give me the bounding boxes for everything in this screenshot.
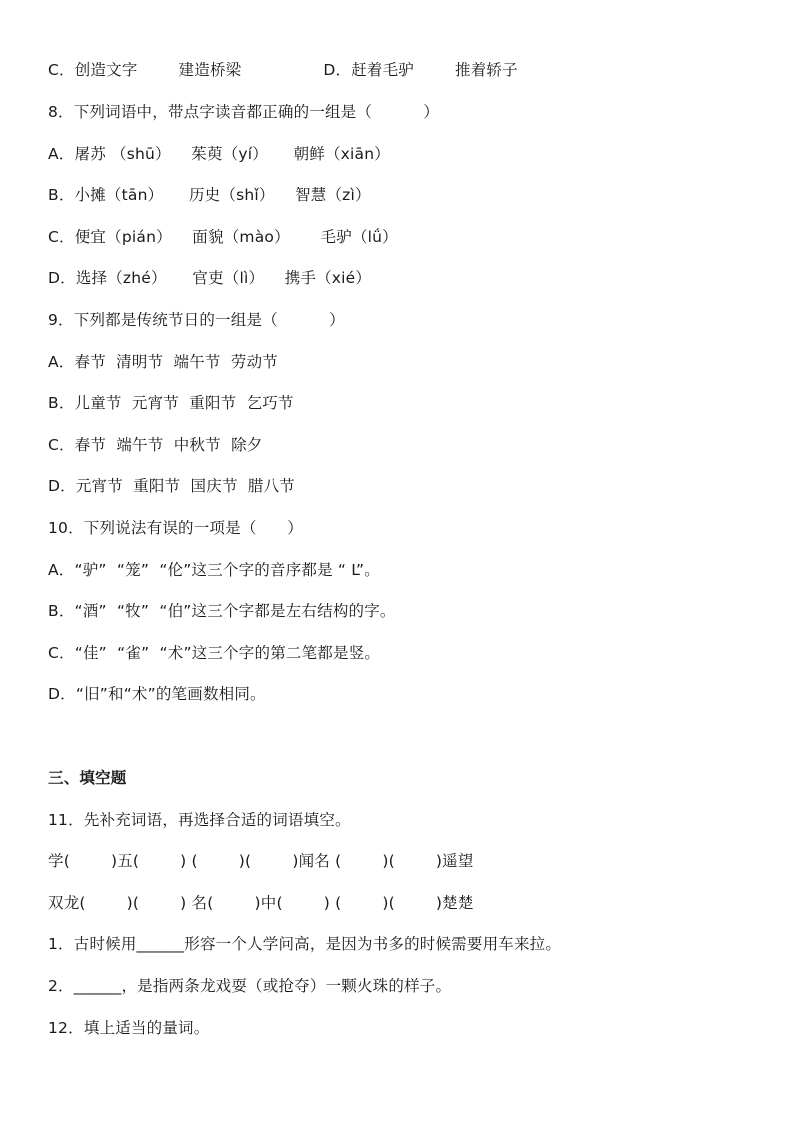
q11-idioms-row-2: 双龙( )( ) 名( )中( ) ( )( )楚楚	[48, 894, 474, 912]
q8-option-b: B．小摊（tān） 历史（shǐ） 智慧（zì）	[48, 186, 371, 204]
q10-stem: 10．下列说法有误的一项是（ ）	[48, 519, 303, 537]
q11-stem: 11．先补充词语，再选择合适的词语填空。	[48, 811, 351, 829]
q8-option-c: C．便宜（pián） 面貌（mào） 毛驴（lǘ）	[48, 228, 398, 246]
q9-stem: 9．下列都是传统节日的一组是（ ）	[48, 311, 345, 329]
q9-option-c: C．春节 端午节 中秋节 除夕	[48, 436, 263, 454]
q11-sub-1: 1．古时候用______形容一个人学问高，是因为书多的时候需要用车来拉。	[48, 935, 562, 953]
q11-sub-2: 2．______，是指两条龙戏耍（或抢夺）一颗火珠的样子。	[48, 977, 452, 995]
q10-option-b: B．“酒” “牧” “伯”这三个字都是左右结构的字。	[48, 602, 396, 620]
q12-stem: 12．填上适当的量词。	[48, 1019, 210, 1037]
section-heading-fill-blank: 三、填空题	[48, 769, 127, 787]
q7-option-cd: C．创造文字 建造桥梁 D．赶着毛驴 推着轿子	[48, 61, 518, 79]
q8-option-a: A．屠苏 （shū） 茱萸（yí） 朝鲜（xiān）	[48, 145, 390, 163]
q10-option-d: D．“旧”和“术”的笔画数相同。	[48, 685, 266, 703]
q8-stem: 8．下列词语中，带点字读音都正确的一组是（ ）	[48, 103, 440, 121]
q10-option-c: C．“佳” “雀” “术”这三个字的第二笔都是竖。	[48, 644, 381, 662]
q9-option-d: D．元宵节 重阳节 国庆节 腊八节	[48, 477, 295, 495]
q9-option-a: A．春节 清明节 端午节 劳动节	[48, 353, 278, 371]
q9-option-b: B．儿童节 元宵节 重阳节 乞巧节	[48, 394, 294, 412]
q8-option-d: D．选择（zhé） 官吏（lì） 携手（xié）	[48, 269, 372, 287]
q11-idioms-row-1: 学( )五( ) ( )( )闻名 ( )( )遥望	[48, 852, 474, 870]
q10-option-a: A．“驴” “笼” “伦”这三个字的音序都是 “ L”。	[48, 561, 380, 579]
